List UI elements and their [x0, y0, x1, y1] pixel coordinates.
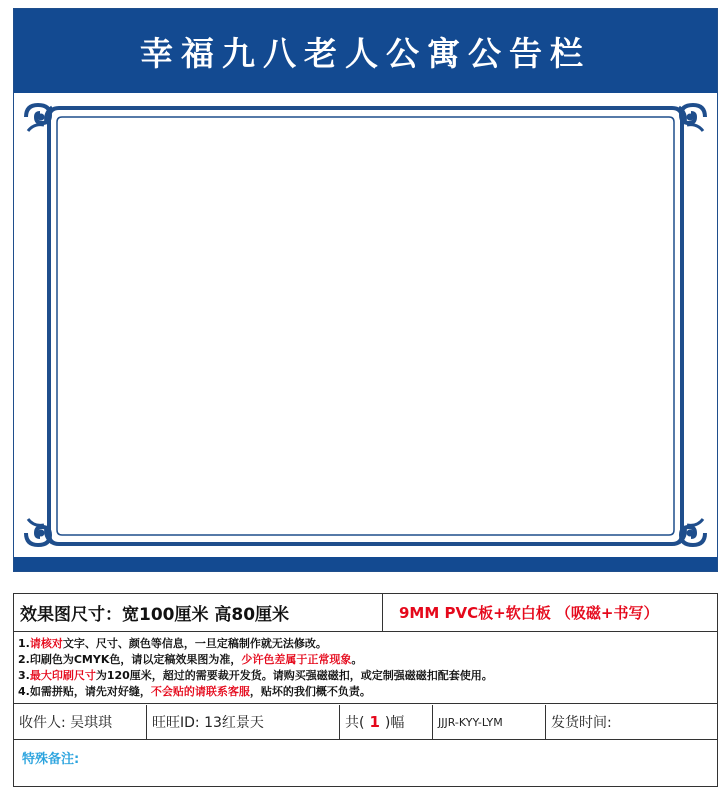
note-item: 1.请核对文字、尺寸、颜色等信息，一旦定稿制作就无法修改。 [18, 637, 327, 650]
ship-time-field: 发货时间: [551, 715, 612, 731]
decorative-frame [14, 93, 717, 557]
notice-board [13, 8, 718, 572]
board-bottom-band [14, 557, 717, 571]
board-title: 幸福九八老人公寓公告栏 [14, 9, 717, 93]
shipping-row [14, 705, 717, 740]
count-field: 共( 1 )幅 [340, 705, 433, 739]
order-info-sheet [13, 593, 718, 787]
wangwang-id-field: 旺旺ID: 13红景天 [147, 705, 340, 739]
special-notes-label: 特殊备注: [22, 752, 80, 767]
note-item: 4.如需拼贴，请先对好缝，不会贴的请联系客服，贴坏的我们概不负责。 [18, 685, 371, 698]
note-item: 2.印刷色为CMYK色，请以定稿效果图为准，少许色差属于正常现象。 [18, 653, 363, 666]
count-value: 1 [369, 713, 380, 731]
recipient-field: 收件人: 吴琪琪 [14, 705, 147, 739]
size-label: 效果图尺寸：宽100厘米 高80厘米 [14, 594, 383, 631]
material-label: 9MM PVC板+软白板 （吸磁+书写） [399, 604, 659, 622]
notes-block [14, 632, 717, 704]
corner-scroll-icon [26, 105, 705, 545]
order-code: JJJR-KYY-LYM [433, 705, 546, 739]
note-item: 3.最大印刷尺寸为120厘米，超过的需要裁开发货。请购买强磁磁扣，或定制强磁磁扣配套使用。 [18, 669, 493, 682]
size-row [14, 594, 717, 632]
